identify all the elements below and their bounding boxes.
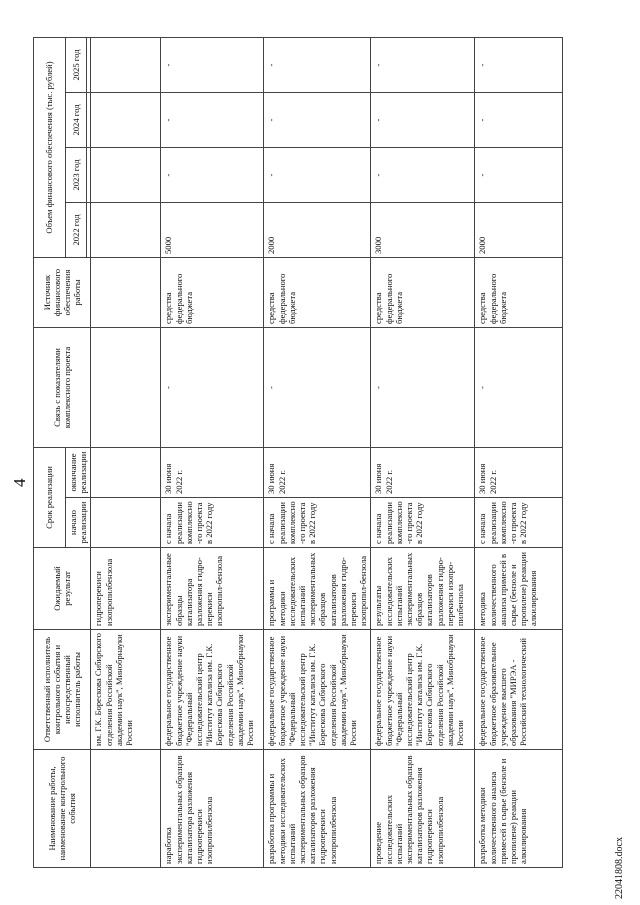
row-result: методика количественного анализа примесей в сырье (бензоле и пропилене) реакции алкилирования [475,548,563,630]
header-link: Связь с показателями комплексного проекта [34,328,91,448]
header-executor: Ответственный исполнитель контрольного события и непосредственный исполнитель работы [34,630,91,750]
row-source: средства федерального бюджета [475,258,563,328]
row-2022: 3000 [371,203,475,258]
row-2024: - [371,93,475,148]
table-row [371,38,475,868]
header-result: Ожидаемый результат [34,548,91,630]
row-2025: - [264,38,371,93]
row-link: - [264,328,371,448]
page-number: 4 [10,478,29,487]
row-source: средства федерального бюджета [264,258,371,328]
row-2022: 5000 [161,203,264,258]
header-funding: Объем финансового обеспечения (тыс. рублей) [34,38,66,258]
work-plan-table [33,37,563,868]
row-start: с начала реализации комплексно-го проекта в 2022 году [475,498,563,548]
header-source: Источник финансового обеспечения работы [34,258,91,328]
row-link: - [161,328,264,448]
row-name: наработка экспериментальных образцов катализатора разложения гидроперекиси изопропилбензола [161,750,264,868]
row-executor: федеральное государственное бюджетное учреждение науки "Федеральный исследовательский центр "Институт катализа им. Г.К. Борескова Сибирского отделения Российской академии наук", Минобрнауки России [161,630,264,750]
row-executor: федеральное государственное бюджетное учреждение науки "Федеральный исследовательский центр "Институт катализа им. Г.К. Борескова Сибирского отделения Российской академии наук", Минобрнауки России [371,630,475,750]
row-result: результаты исследовательских испытаний экспериментальных образцов катализаторов разложения гидро-перекиси изопро-пилбензола [371,548,475,630]
footer-filename: 22041808.docx [614,837,625,899]
header-2022: 2022 год [66,203,87,258]
row-2023: - [264,148,371,203]
row-executor: федеральное государственное бюджетное образовательное учреждение высшего образования "МИРЭА - Российский технологический [475,630,563,750]
row-name: разработка методики количественного анализа примесей в сырье (бензоле и пропилене) реакции алкилирования [475,750,563,868]
row-end: 30 июня 2022 г. [264,448,371,498]
row-result: экспериментальные образцы катализатора разложения гидро-перекиси изопропил-бензола [161,548,264,630]
cont-executor: им. Г.К. Борескова Сибирского отделения Российской академии наук", Минобрнауки России [91,630,161,750]
row-2025: - [161,38,264,93]
cont-result: гидроперекиси изопропилбензола [91,548,161,630]
row-end: 30 июня 2022 г. [161,448,264,498]
header-start: начало реализации [66,498,91,548]
row-2024: - [264,93,371,148]
header-2023: 2023 год [66,148,87,203]
row-2025: - [475,38,563,93]
header-end: окончание реализации [66,448,91,498]
row-executor: федеральное государственное бюджетное учреждение науки "Федеральный исследовательский центр "Институт катализа им. Г.К. Борескова Сибирского отделения Российской академии наук", Минобрнауки России [264,630,371,750]
row-start: с начала реализации комплексно-го проекта в 2022 году [264,498,371,548]
row-source: средства федерального бюджета [161,258,264,328]
row-2023: - [371,148,475,203]
row-2024: - [475,93,563,148]
header-2024: 2024 год [66,93,87,148]
table-row [161,38,264,868]
row-link: - [475,328,563,448]
continuation-row [91,38,161,868]
row-end: 30 июня 2022 г. [475,448,563,498]
header-2025: 2025 год [66,38,87,93]
row-end: 30 июня 2022 г. [371,448,475,498]
table-row [264,38,371,868]
row-link: - [371,328,475,448]
row-start: с начала реализации комплексно-го проекта в 2022 году [371,498,475,548]
row-source: средства федерального бюджета [371,258,475,328]
table-row [475,38,563,868]
header-period: Срок реализации [34,448,66,548]
row-2025: - [371,38,475,93]
row-2023: - [161,148,264,203]
header-name: Наименование работы, наименование контрольного события [34,750,91,868]
row-name: разработка программы и методики исследовательских испытаний экспериментальных образцов катализаторов разложения гидроперекиси изопропилбензола [264,750,371,868]
row-result: программа и методики исследовательских испытаний экспериментальных образцов катализаторов разложения гидро-перекиси изопропил-бензола [264,548,371,630]
row-name: проведение исследовательских испытаний экспериментальных образцов катализаторов разложения гидроперекиси изопропилбензола [371,750,475,868]
row-2022: 2000 [475,203,563,258]
row-start: с начала реализации комплексно-го проекта в 2022 году [161,498,264,548]
row-2022: 2000 [264,203,371,258]
row-2024: - [161,93,264,148]
row-2023: - [475,148,563,203]
